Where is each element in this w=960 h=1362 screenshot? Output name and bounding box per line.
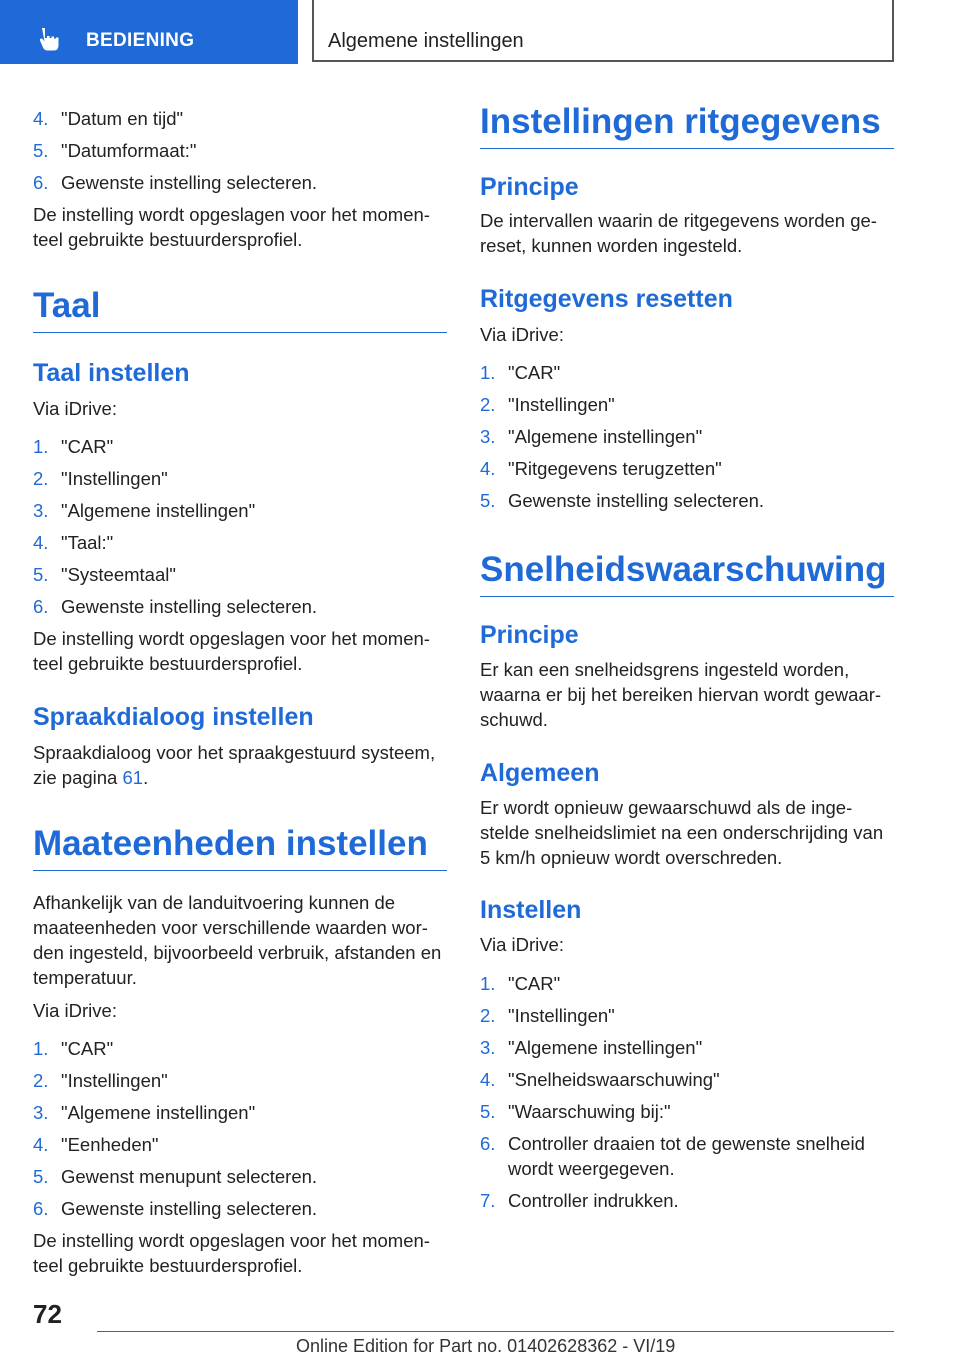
paragraph: Er wordt opnieuw gewaarschuwd als de inge-stelde snelheidslimiet na een onderschrijding van 5 km/h opnieuw wordt overschreden. <box>480 797 884 868</box>
list-item: 1. "CAR" <box>480 362 561 383</box>
via-label: Via iDrive: <box>480 934 564 955</box>
list-item: 7. Controller indrukken. <box>480 1190 679 1211</box>
list-item: 6. Controller draaien tot de gewenste snelheid wordt weergegeven. <box>480 1133 865 1179</box>
list-item: 2. "Instellingen" <box>480 1005 615 1026</box>
subheading-taal-instellen: Taal instellen <box>33 359 190 387</box>
list-item: 5. Gewenste instelling selecteren. <box>480 490 765 511</box>
list-item: 6. Gewenste instelling selecteren. <box>33 1198 318 1219</box>
heading-snelheidswaarschuwing: Snelheidswaarschuwing <box>480 550 894 597</box>
list-item: 4. "Snelheidswaarschuwing" <box>480 1069 720 1090</box>
hand-pointer-icon <box>38 26 62 52</box>
chapter-header <box>312 0 894 62</box>
list-item: 2. "Instellingen" <box>33 468 168 489</box>
list-item: 2. "Instellingen" <box>33 1070 168 1091</box>
heading-ritgegevens: Instellingen ritgegevens <box>480 102 894 149</box>
list-item: 4. "Ritgegevens terugzetten" <box>480 458 722 479</box>
via-label: Via iDrive: <box>33 1000 117 1021</box>
paragraph: De instelling wordt opgeslagen voor het momen-teel gebruikte bestuurdersprofiel. <box>33 204 430 250</box>
list-item: 3. "Algemene instellingen" <box>33 500 256 521</box>
chapter-title: Algemene instellingen <box>328 30 524 52</box>
heading-maateenheden: Maateenheden instellen <box>33 824 447 871</box>
list-item: 5. Gewenst menupunt selecteren. <box>33 1166 318 1187</box>
list-item: 5. "Systeemtaal" <box>33 564 176 585</box>
list-item: 3. "Algemene instellingen" <box>480 1037 703 1058</box>
list-item: 1. "CAR" <box>480 973 561 994</box>
list-item: 1. "CAR" <box>33 436 114 457</box>
subheading-algemeen: Algemeen <box>480 759 600 787</box>
footer-divider <box>97 1331 894 1332</box>
list-item: 4. "Datum en tijd" <box>33 108 184 129</box>
list-item: 3. "Algemene instellingen" <box>33 1102 256 1123</box>
list-item: 3. "Algemene instellingen" <box>480 426 703 447</box>
paragraph: De intervallen waarin de ritgegevens worden ge-reset, kunnen worden ingesteld. <box>480 210 877 256</box>
list-item: 6. Gewenste instelling selecteren. <box>33 596 318 617</box>
section-tab <box>0 0 298 64</box>
edition-footer: Online Edition for Part no. 01402628362 - VI/19 <box>296 1336 676 1356</box>
paragraph: Er kan een snelheidsgrens ingesteld worden, waarna er bij het bereiken hiervan wordt gewaar-schuwd. <box>480 659 882 730</box>
subheading-principe: Principe <box>480 173 579 201</box>
paragraph: De instelling wordt opgeslagen voor het momen-teel gebruikte bestuurdersprofiel. <box>33 628 430 674</box>
page-link[interactable]: 61 <box>122 767 144 788</box>
via-label: Via iDrive: <box>480 324 564 345</box>
list-item: 6. Gewenste instelling selecteren. <box>33 172 318 193</box>
paragraph: De instelling wordt opgeslagen voor het momen-teel gebruikte bestuurdersprofiel. <box>33 1230 430 1276</box>
section-label: BEDIENING <box>86 30 195 51</box>
page-number: 72 <box>33 1299 62 1329</box>
via-label: Via iDrive: <box>33 398 117 419</box>
paragraph: Afhankelijk van de landuitvoering kunnen de maateenheden voor verschillende waarden wor-den ingesteld, bijvoorbeeld verbruik, afstanden en temperatuur. <box>33 892 442 988</box>
list-item: 4. "Eenheden" <box>33 1134 159 1155</box>
list-item: 1. "CAR" <box>33 1038 114 1059</box>
heading-taal: Taal <box>33 286 447 333</box>
subheading-spraakdialoog: Spraakdialoog instellen <box>33 703 314 731</box>
list-item: 4. "Taal:" <box>33 532 114 553</box>
subheading-instellen: Instellen <box>480 896 582 924</box>
paragraph: Spraakdialoog voor het spraakgestuurd systeem, zie pagina 61. <box>33 742 436 788</box>
list-item: 5. "Datumformaat:" <box>33 140 197 161</box>
subheading-principe: Principe <box>480 621 579 649</box>
list-item: 2. "Instellingen" <box>480 394 615 415</box>
list-item: 5. "Waarschuwing bij:" <box>480 1101 671 1122</box>
subheading-ritgegevens-resetten: Ritgegevens resetten <box>480 285 733 313</box>
